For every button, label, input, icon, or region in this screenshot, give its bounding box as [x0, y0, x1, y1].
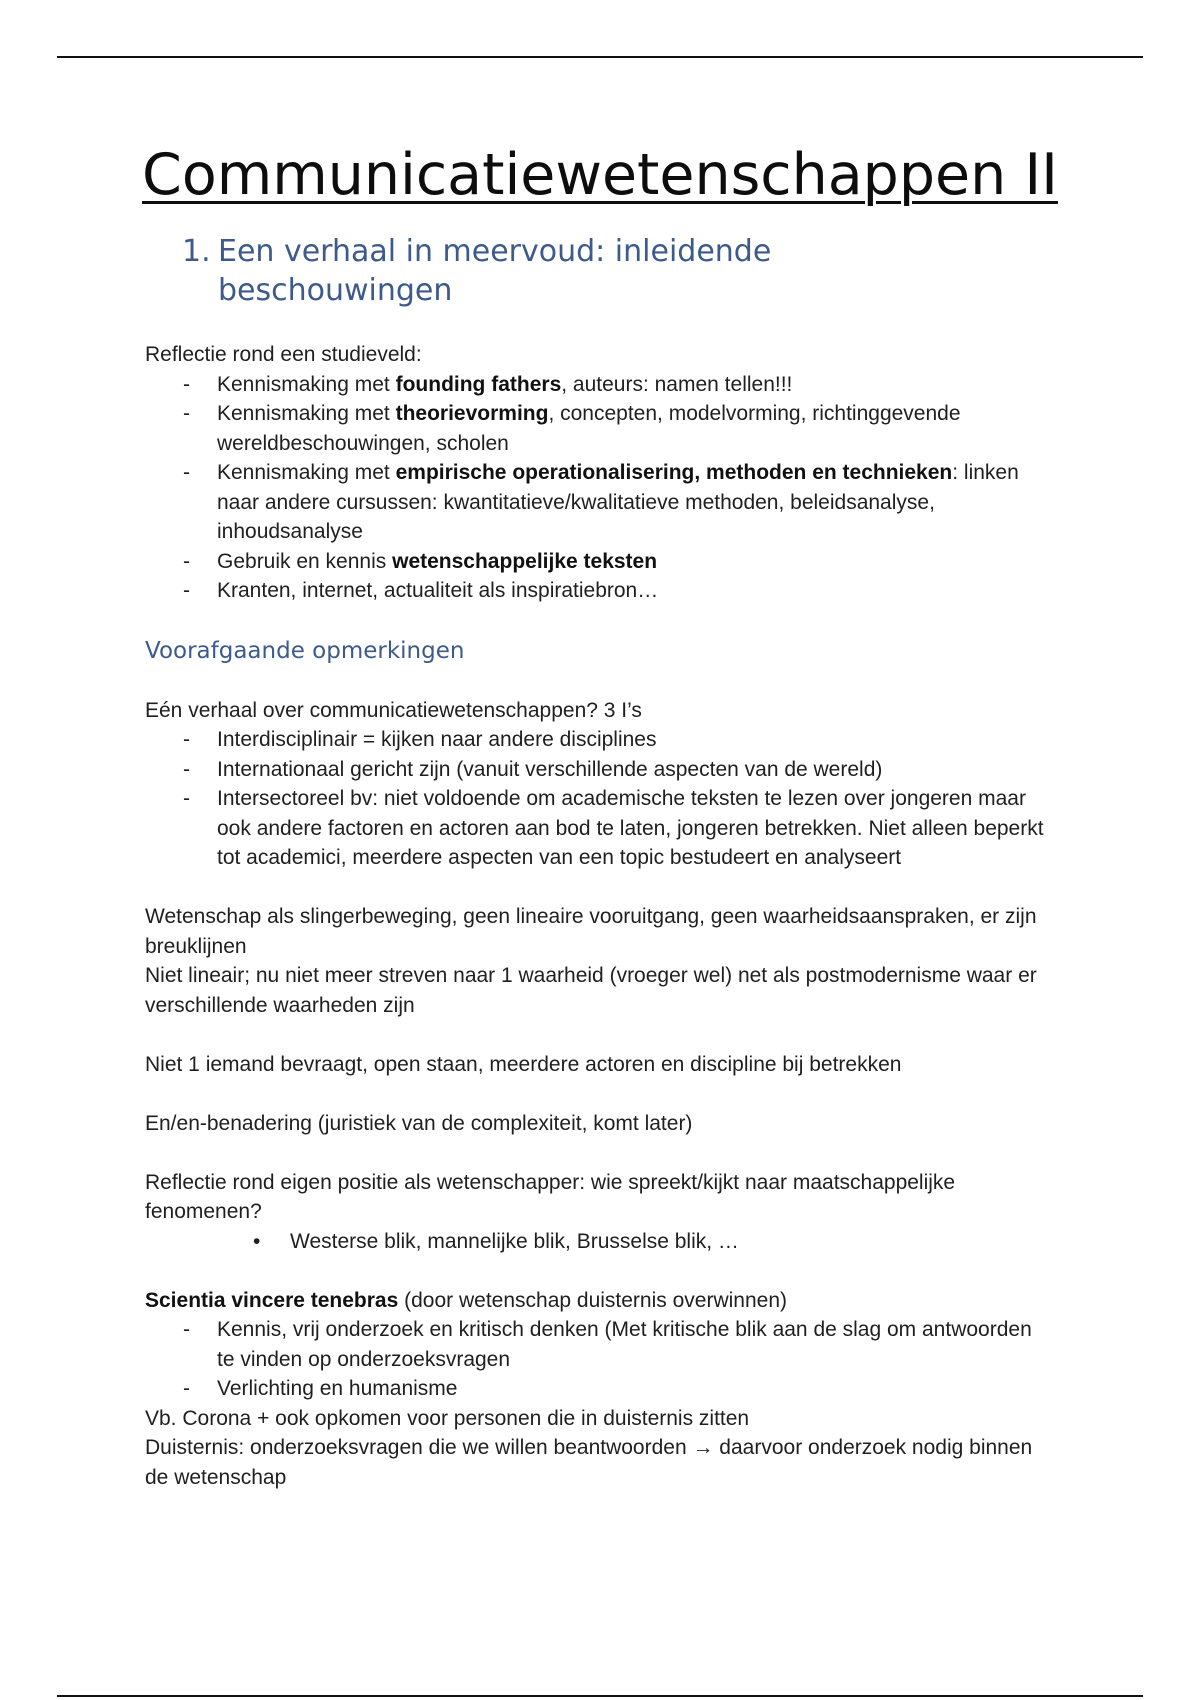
- list-item: - Intersectoreel bv: niet voldoende om academische teksten te lezen over jongeren maar ook andere factoren en actoren aan bod te laten, jongeren betrekken. Niet alleen beperkt tot academici, meerdere aspecten van een topic bestudeert en analyseert: [145, 784, 1045, 873]
- header-rule: [57, 56, 1143, 58]
- list-item: - Verlichting en humanisme: [145, 1374, 1045, 1404]
- chapter-heading: [182, 232, 882, 310]
- footer-rule: [57, 1695, 1143, 1697]
- list-item: - Internationaal gericht zijn (vanuit verschillende aspecten van de wereld): [145, 755, 1045, 785]
- list-item: - Kennismaking met empirische operationalisering, methoden en technieken: linken naar andere cursussen: kwantitatieve/kwalitatieve methoden, beleidsanalyse, inhoudsanalyse: [145, 458, 1045, 547]
- document-body: [145, 340, 1045, 1492]
- document-title: Communicatiewetenschappen II: [142, 142, 1058, 208]
- section-intro: Reflectie rond een studieveld:: [145, 343, 422, 366]
- list-item: - Kennismaking met theorievorming, concepten, modelvorming, richtinggevende wereldbeschouwingen, scholen: [145, 399, 1045, 458]
- perspectives-list: [145, 1227, 1045, 1257]
- motto-list: [145, 1315, 1045, 1404]
- list-item: - Gebruik en kennis wetenschappelijke teksten: [145, 547, 1045, 577]
- paragraph: Wetenschap als slingerbeweging, geen lineaire vooruitgang, geen waarheidsaanspraken, er zijn breuklijnen: [145, 905, 1037, 958]
- paragraph: Niet 1 iemand bevraagt, open staan, meerdere actoren en discipline bij betrekken: [145, 1052, 902, 1076]
- three-is-list: [145, 725, 1045, 873]
- list-item: - Kennismaking met founding fathers, auteurs: namen tellen!!!: [145, 370, 1045, 400]
- paragraph: Vb. Corona + ook opkomen voor personen die in duisternis zitten: [145, 1406, 750, 1430]
- topics-list: [145, 370, 1045, 606]
- paragraph: Duisternis: onderzoeksvragen die we willen beantwoorden → daarvoor onderzoek nodig binnen de wetenschap: [145, 1436, 1033, 1489]
- chapter-number: 1.: [182, 234, 211, 269]
- section-intro: Eén verhaal over communicatiewetenschappen? 3 I’s: [145, 698, 642, 722]
- list-item: • Westerse blik, mannelijke blik, Brusselse blik, …: [145, 1227, 1045, 1257]
- list-item: - Kranten, internet, actualiteit als inspiratiebron…: [145, 576, 1045, 606]
- list-item: - Interdisciplinair = kijken naar andere disciplines: [145, 725, 1045, 755]
- paragraph: Niet lineair; nu niet meer streven naar 1 waarheid (vroeger wel) net als postmodernisme waar er verschillende waarheden zijn: [145, 964, 1037, 1017]
- motto-line: Scientia vincere tenebras (door wetenschap duisternis overwinnen): [145, 1288, 788, 1312]
- chapter-heading-text: Een verhaal in meervoud: inleidende beschouwingen: [218, 234, 772, 308]
- paragraph: En/en-benadering (juristiek van de complexiteit, komt later): [145, 1111, 693, 1135]
- list-item: - Kennis, vrij onderzoek en kritisch denken (Met kritische blik aan de slag om antwoorden te vinden op onderzoeksvragen: [145, 1315, 1045, 1374]
- section-heading: Voorafgaande opmerkingen: [145, 637, 465, 664]
- paragraph: Reflectie rond eigen positie als wetenschapper: wie spreekt/kijkt naar maatschappelijke fenomenen?: [145, 1170, 956, 1223]
